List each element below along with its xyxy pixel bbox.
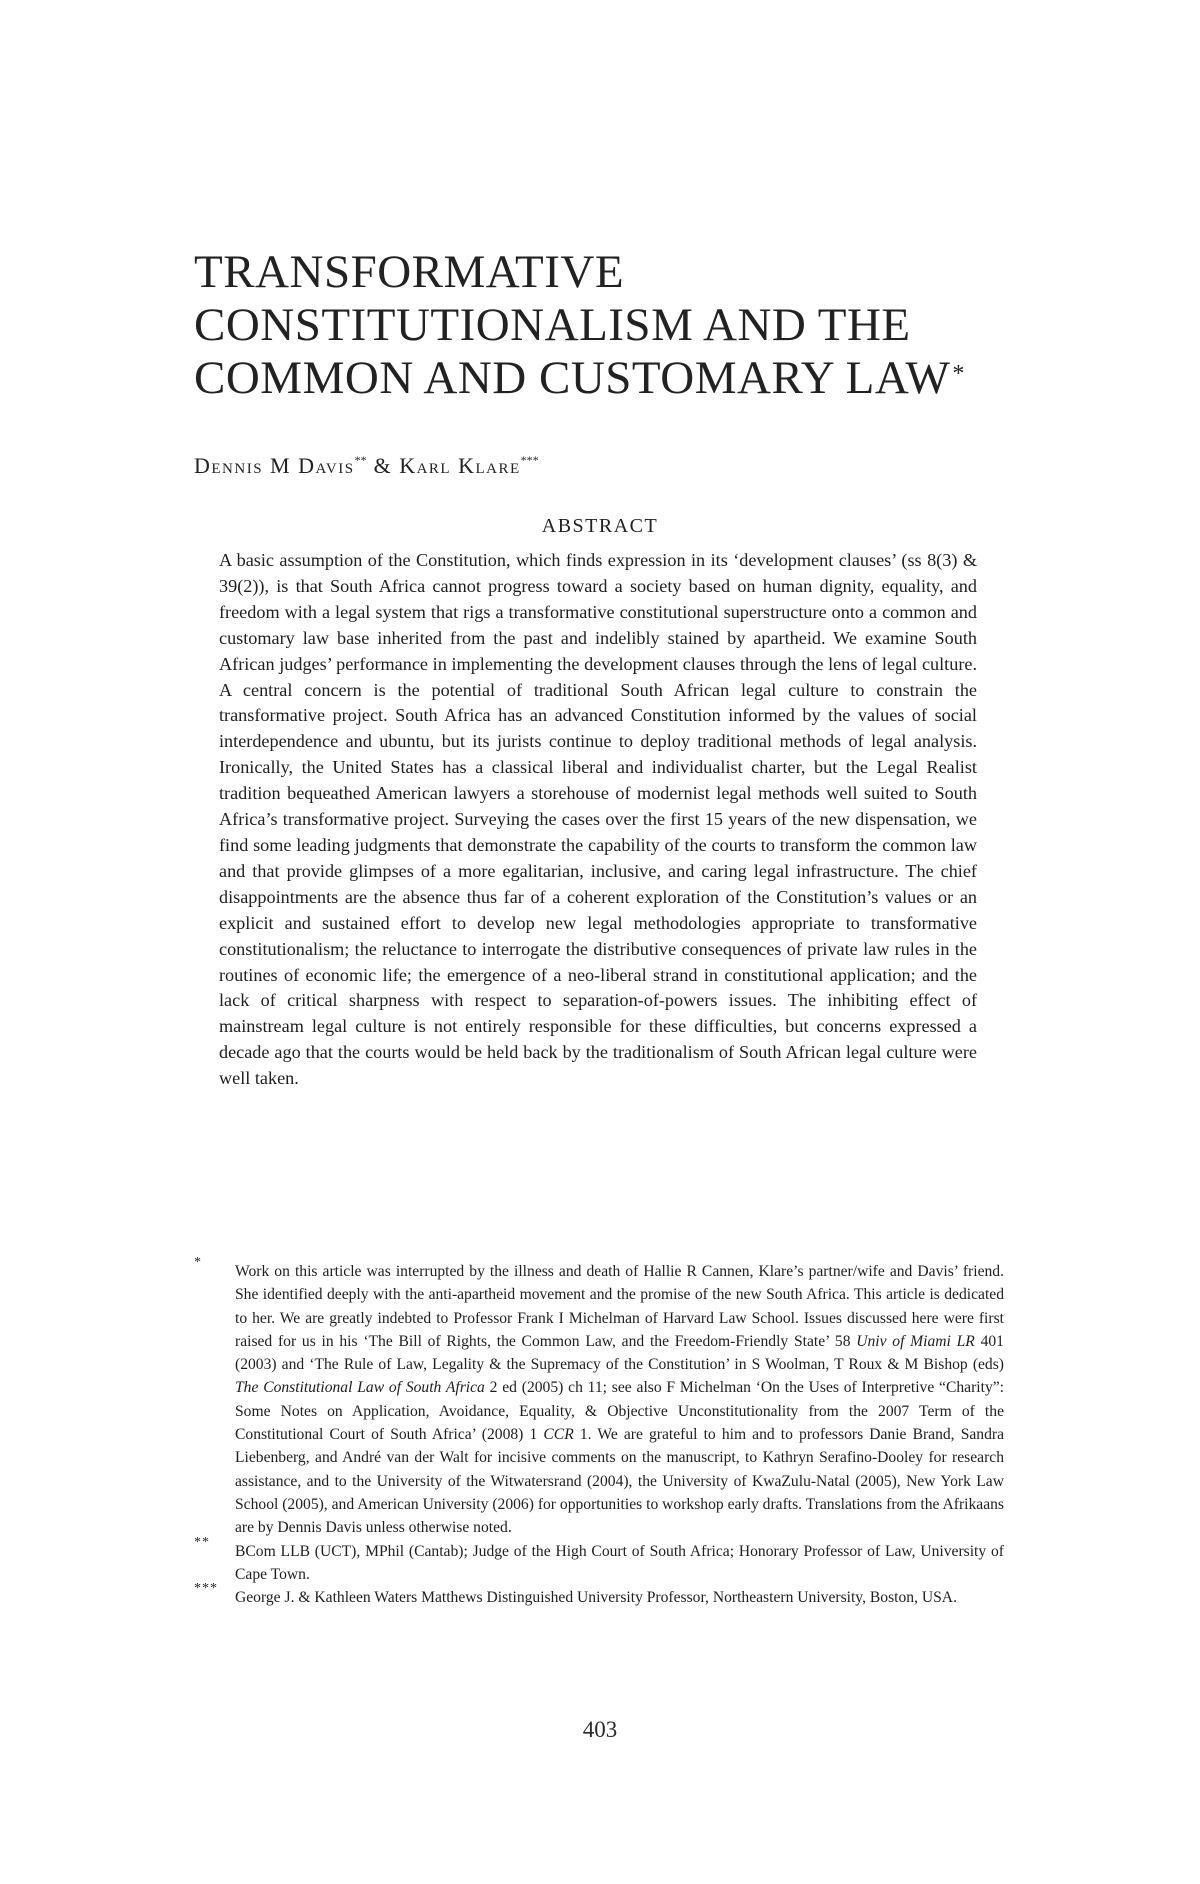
abstract-heading-text: ABSTRACT <box>541 515 659 537</box>
footnote-1-marker: * <box>194 1255 202 1270</box>
abstract-body: A basic assumption of the Constitution, which finds expression in its ‘development clauses’ (ss 8(3) & 39(2)), is that South Africa cannot progress toward a society based on human dignity, equality, and freedom with a legal system that rigs a transformative constitutional superstructure onto a common and customary law base inherited from the past and indelibly stained by apartheid. We examine South African judges’ performance in implementing the development clauses through the lens of legal culture. A central concern is the potential of traditional South African legal culture to constrain the transformative project. South Africa has an advanced Constitution informed by the values of social interdependence and ubuntu, but its jurists continue to deploy traditional methods of legal analysis. Ironically, the United States has a classical liberal and individualist charter, but the Legal Realist tradition bequeathed American lawyers a storehouse of modernist legal methods well suited to South Africa’s transformative project. Surveying the cases over the first 15 years of the new dispensation, we find some leading judgments that demonstrate the capability of the courts to transform the common law and that provide glimpses of a more egalitarian, inclusive, and caring legal infrastructure. The chief disappointments are the absence thus far of a coherent exploration of the Constitution’s values or an explicit and sustained effort to develop new legal methodologies appropriate to transformative constitutionalism; the reluctance to interrogate the distributive consequences of private law rules in the routines of economic life; the emergence of a neo-liberal strand in constitutional application; and the lack of critical sharpness with respect to separation-of-powers issues. The inhibiting effect of mainstream legal culture is not entirely responsible for these difficulties, but concerns expressed a decade ago that the courts would be held back by the traditionalism of South African legal culture were well taken. <box>219 550 977 1089</box>
author-line <box>194 453 539 479</box>
author-davis: Dennis M Davis <box>194 453 355 478</box>
title-line-2: CONSTITUTIONALISM AND THE <box>194 299 911 351</box>
footnote-2-text: BCom LLB (UCT), MPhil (Cantab); Judge of the High Court of South Africa; Honorary Professor of Law, University of Cape Town. <box>235 1542 1004 1583</box>
footnote-1-text <box>235 1263 1004 1536</box>
title-line-3-text: COMMON AND CUSTOMARY LAW <box>194 352 951 404</box>
footnote-1-citation-italic: Univ of Miami LR <box>856 1332 975 1350</box>
footnote-2-marker: ** <box>194 1534 210 1550</box>
abstract-heading <box>0 515 1200 538</box>
article-title <box>194 246 1014 405</box>
author-separator: & <box>373 453 393 478</box>
footnote-3-text: George J. & Kathleen Waters Matthews Distinguished University Professor, Northeastern University, Boston, USA. <box>235 1589 957 1607</box>
author-davis-marker: ** <box>354 453 367 467</box>
title-line-1: TRANSFORMATIVE <box>194 246 625 298</box>
footnote-1-part: 1. We are grateful to him and to professors Danie Brand, Sandra Liebenberg, and André van der Walt for incisive comments on the manuscript, to Kathryn Serafino-Dooley for research assistance, and to the University of the Witwatersrand (2004), the University of KwaZulu-Natal (2005), New York Law School (2005), and American University (2006) for opportunities to workshop early drafts. Translations from the Afrikaans are by Dennis Davis unless otherwise noted. <box>235 1426 1004 1537</box>
footnote-1-part: 401 (2003) and ‘The Rule of Law, Legality & the Supremacy of the Constitution’ in S Woolman, T Roux & M Bishop (eds) <box>235 1332 1004 1374</box>
title-footnote-marker: * <box>952 361 965 387</box>
author-klare-marker: *** <box>520 453 539 467</box>
page-number: 403 <box>582 1717 618 1742</box>
footnotes <box>194 1255 1005 1609</box>
footnote-3-marker: *** <box>194 1581 218 1597</box>
footnote-1-part: Work on this article was interrupted by the illness and death of Hallie R Cannen, Klare’s partner/wife and Davis’ friend. She identified deeply with the anti-apartheid movement and the promise of the new South Africa. This article is dedicated to her. We are greatly indebted to Professor Frank I Michelman of Harvard Law School. Issues discussed here were first raised for us in his ‘The Bill of Rights, the Common Law, and the Freedom-Friendly State’ 58 <box>235 1263 1004 1350</box>
footnote-1-citation-italic: The Constitutional Law of South Africa <box>235 1379 485 1397</box>
author-klare: Karl Klare <box>399 453 521 478</box>
footnote-3 <box>194 1581 1004 1609</box>
title-line-3 <box>194 352 1014 405</box>
footnote-1 <box>194 1255 1005 1540</box>
footnote-1-citation-italic: CCR <box>543 1426 574 1444</box>
footnote-1-part: 2 ed (2005) ch 11; see also F Michelman ‘On the Uses of Interpretive “Charity”: Some Notes on Application, Avoidance, Equality, & Objective Unconstitutionality from the 2007 Term of the Constitutional Court of South Africa’ (2008) 1 <box>235 1379 1005 1444</box>
footnote-2 <box>194 1534 1004 1587</box>
